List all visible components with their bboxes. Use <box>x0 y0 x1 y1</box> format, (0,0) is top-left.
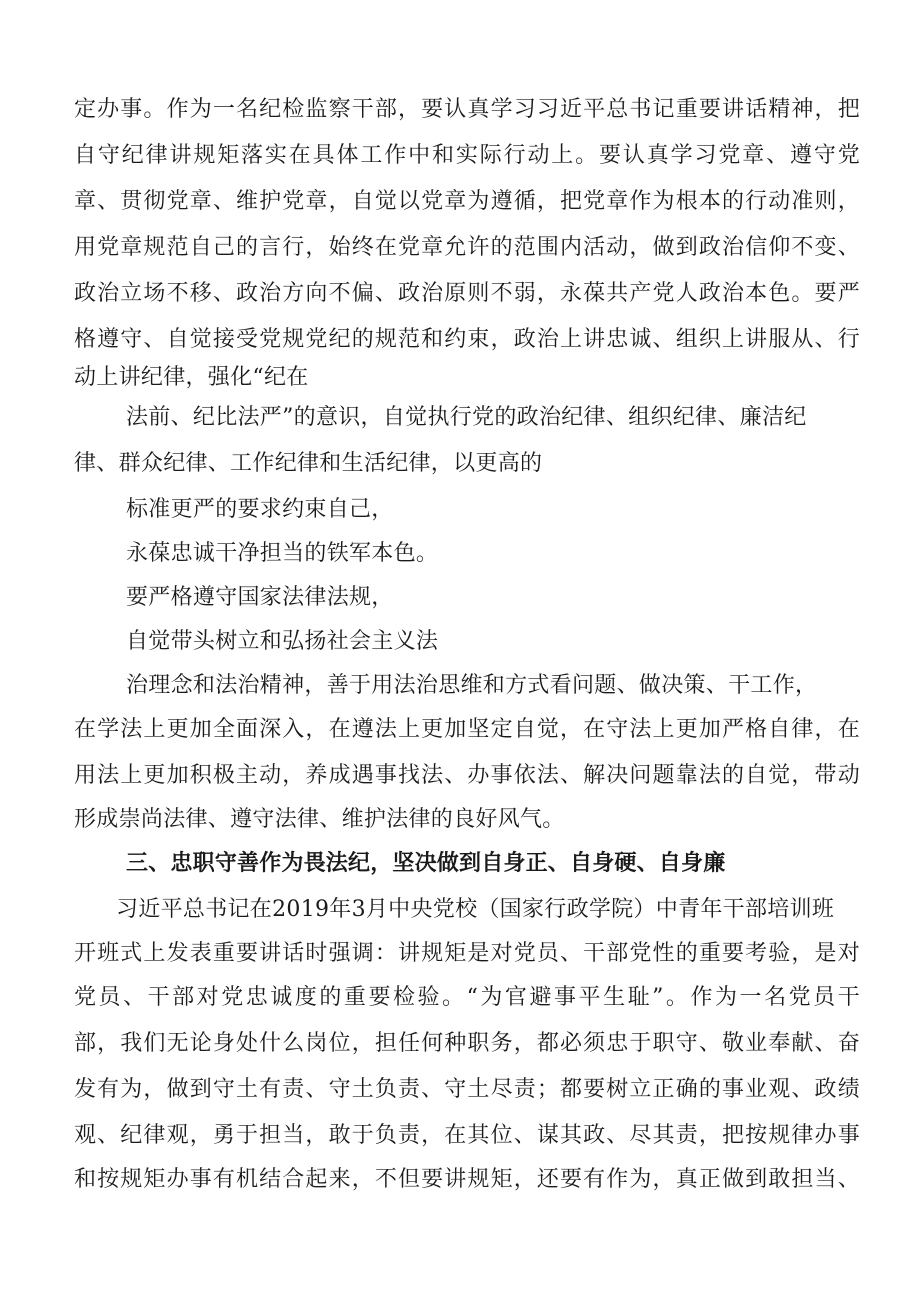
paragraph-line: 自觉带头树立和弘扬社会主义法 <box>126 629 439 654</box>
paragraph-line: 律、群众纪律、工作纪律和生活纪律，以更高的 <box>74 451 543 476</box>
paragraph-line: 法前、纪比法严”的意识，自觉执行党的政治纪律、组织纪律、廉洁纪 <box>126 405 807 430</box>
paragraph-line: 动上讲纪律，强化“纪在 <box>74 365 309 390</box>
paragraph-line: 开班式上发表重要讲话时强调：讲规矩是对党员、干部党性的重要考验，是对 <box>74 941 860 966</box>
paragraph-line: 章、贯彻党章、维护党章，自觉以党章为遵循，把党章作为根本的行动准则， <box>74 189 860 214</box>
paragraph-line: 定办事。作为一名纪检监察干部，要认真学习习近平总书记重要讲话精神，把 <box>74 97 860 122</box>
paragraph-line: 格遵守、自觉接受党规党纪的规范和约束，政治上讲忠诚、组织上讲服从、行 <box>74 327 860 352</box>
paragraph-line: 用党章规范自己的言行，始终在党章允许的范围内活动，做到政治信仰不变、 <box>74 235 860 260</box>
paragraph-line: 形成崇尚法律、遵守法律、维护法律的良好风气。 <box>74 807 565 832</box>
paragraph-line: 习近平总书记在2019年3月中央党校（国家行政学院）中青年干部培训班 <box>116 897 835 922</box>
paragraph-line: 要严格遵守国家法律法规， <box>126 585 394 610</box>
paragraph-line: 和按规矩办事有机结合起来，不但要讲规矩，还要有作为，真正做到敢担当、 <box>74 1167 860 1192</box>
paragraph-line: 标准更严的要求约束自己， <box>126 497 394 522</box>
paragraph-line: 政治立场不移、政治方向不偏、政治原则不弱，永葆共产党人政治本色。要严 <box>74 281 860 306</box>
paragraph-line: 观、纪律观，勇于担当，敢于负责，在其位、谋其政、尽其责，把按规律办事 <box>74 1123 860 1148</box>
paragraph-line: 在学法上更加全面深入，在遵法上更加坚定自觉，在守法上更加严格自律，在 <box>74 717 860 742</box>
section-heading: 三、忠职守善作为畏法纪，坚决做到自身正、自身硬、自身廉 <box>126 851 726 876</box>
paragraph-line: 部，我们无论身处什么岗位，担任何种职务，都必须忠于职守、敬业奉献、奋 <box>74 1031 860 1056</box>
paragraph-line: 发有为，做到守土有责、守土负责、守土尽责；都要树立正确的事业观、政绩 <box>74 1077 860 1102</box>
paragraph-line: 治理念和法治精神，善于用法治思维和方式看问题、做决策、干工作， <box>126 673 818 698</box>
paragraph-line: 党员、干部对党忠诚度的重要检验。“为官避事平生耻”。作为一名党员干 <box>74 985 860 1010</box>
paragraph-line: 用法上更加积极主动，养成遇事找法、办事依法、解决问题靠法的自觉，带动 <box>74 763 860 788</box>
paragraph-line: 自守纪律讲规矩落实在具体工作中和实际行动上。要认真学习党章、遵守党 <box>74 143 860 168</box>
paragraph-line: 永葆忠诚干净担当的铁军本色。 <box>126 541 439 566</box>
